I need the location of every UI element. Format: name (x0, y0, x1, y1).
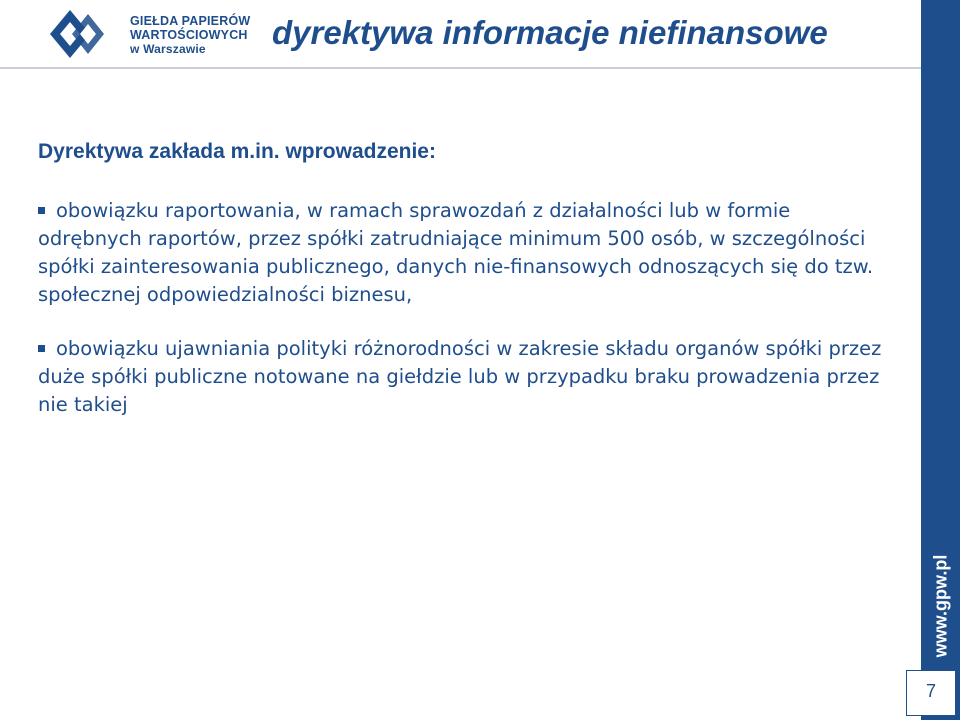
website-url: www.gpw.pl (930, 554, 950, 658)
page-number-box (906, 670, 956, 716)
bullet-item (38, 335, 888, 419)
header (0, 0, 921, 70)
square-bullet-icon (38, 345, 45, 352)
logo-line-1: GIEŁDA PAPIERÓW (130, 14, 251, 28)
square-bullet-icon (38, 207, 45, 214)
header-divider (0, 67, 921, 69)
page-number: 7 (925, 681, 936, 701)
logo-line-3: w Warszawie (130, 42, 206, 56)
gpw-logo-mark-icon (46, 6, 106, 62)
logo-text (130, 14, 260, 56)
side-url (921, 556, 960, 656)
bullet-item (38, 197, 888, 309)
bullet-text: obowiązku ujawniania polityki różnorodności w zakresie składu organów spółki przez duże spółki publiczne notowane na giełdzie lub w przypadku braku prowadzenia przez nie takiej (38, 337, 882, 416)
logo-line-2: WARTOŚCIOWYCH (130, 28, 248, 42)
gpw-logo (46, 6, 256, 62)
content (38, 140, 888, 419)
slide-title: dyrektywa informacje niefinansowe (272, 14, 828, 51)
subtitle: Dyrektywa zakłada m.in. wprowadzenie: (38, 140, 436, 163)
bullet-text: obowiązku raportowania, w ramach sprawozdań z działalności lub w formie odrębnych raportów, przez spółki zatrudniające minimum 500 osób, w szczególności spółki zainteresowania publicznego, danych nie-finansowych odnoszących się do tzw. społecznej odpowiedzialności biznesu, (38, 199, 874, 306)
